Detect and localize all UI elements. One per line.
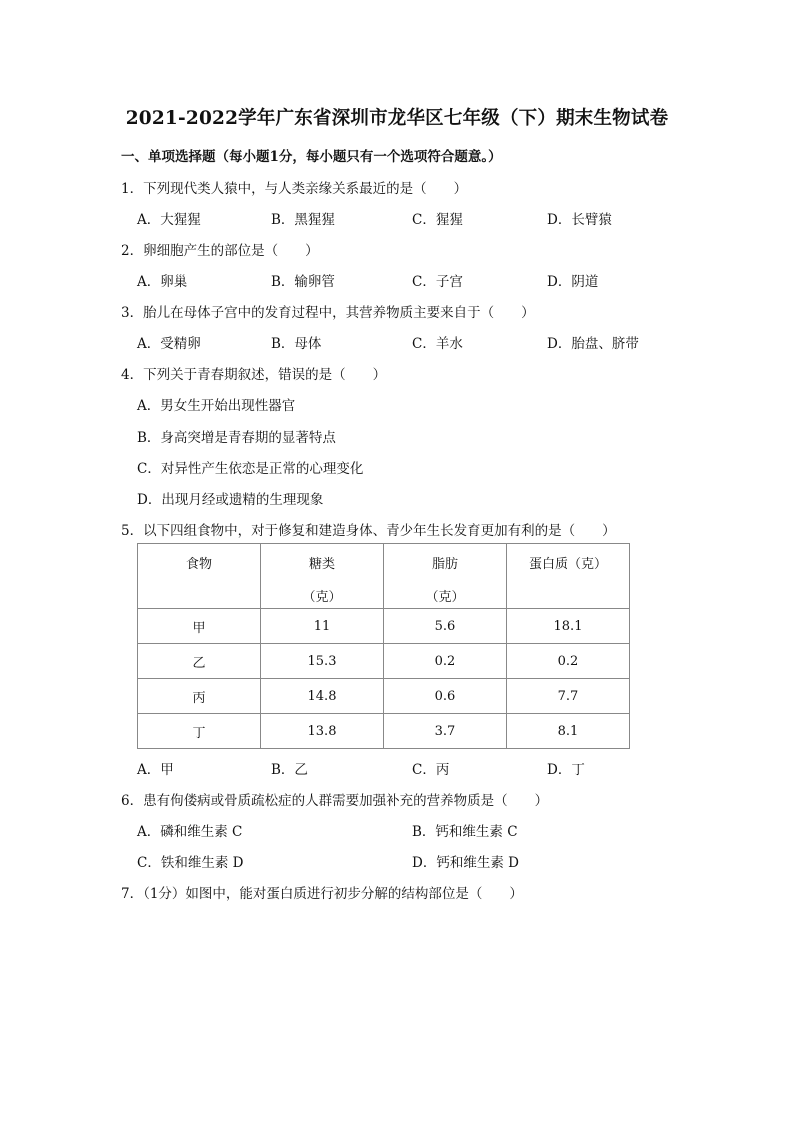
header-sugar: 糖类: [308, 557, 335, 572]
table-cell: 0.6: [384, 679, 507, 714]
q1-option-d: D．长臂猿: [547, 212, 612, 228]
table-cell: 7.7: [507, 679, 630, 714]
section-heading: 一、单项选择题（每小题1分，每小题只有一个选项符合题意。）: [121, 149, 502, 165]
q3-option-b: B．母体: [271, 336, 322, 352]
table-header-cell: [261, 544, 384, 609]
q4-option-c: C．对异性产生依恋是正常的心理变化: [137, 461, 364, 477]
q5-option-c: C．丙: [412, 762, 450, 778]
q4-option-b: B．身高突增是青春期的显著特点: [137, 430, 336, 446]
q6-option-c: C．铁和维生素 D: [137, 855, 244, 871]
q6-option-a: A．磷和维生素 C: [137, 824, 243, 840]
page-title: 2021-2022学年广东省深圳市龙华区七年级（下）期末生物试卷: [125, 108, 669, 129]
table-header-cell: [384, 544, 507, 609]
table-cell: 8.1: [507, 714, 630, 749]
table-cell: 甲: [138, 609, 261, 644]
q2-option-d: D．阴道: [547, 274, 599, 290]
table-cell: 0.2: [507, 644, 630, 679]
table-header-row: [138, 544, 630, 609]
table-row: [138, 679, 630, 714]
header-food: 食物: [185, 557, 212, 572]
header-fat: 脂肪: [431, 557, 458, 572]
table-cell: 14.8: [261, 679, 384, 714]
table-cell: 5.6: [384, 609, 507, 644]
question-6-stem: 6．患有佝偻病或骨质疏松症的人群需要加强补充的营养物质是（ ）: [121, 793, 549, 809]
q5-option-d: D．丁: [547, 762, 585, 778]
q3-option-a: A．受精卵: [137, 336, 201, 352]
q2-option-b: B．输卵管: [271, 274, 335, 290]
q3-option-c: C．羊水: [412, 336, 463, 352]
q5-option-a: A．甲: [137, 762, 174, 778]
q3-option-d: D．胎盘、脐带: [547, 336, 639, 352]
table-cell: 丙: [138, 679, 261, 714]
table-cell: 11: [261, 609, 384, 644]
table-cell: 乙: [138, 644, 261, 679]
question-5-stem: 5．以下四组食物中，对于修复和建造身体、青少年生长发育更加有利的是（ ）: [121, 523, 616, 539]
q1-option-c: C．猩猩: [412, 212, 463, 228]
table-cell: 3.7: [384, 714, 507, 749]
question-2-stem: 2．卵细胞产生的部位是（ ）: [121, 243, 319, 259]
question-7-stem: 7．（1分）如图中，能对蛋白质进行初步分解的结构部位是（ ）: [121, 886, 523, 902]
table-cell: 丁: [138, 714, 261, 749]
table-row: [138, 714, 630, 749]
q2-option-c: C．子宫: [412, 274, 463, 290]
header-protein: 蛋白质（克）: [528, 557, 607, 572]
table-row: [138, 644, 630, 679]
question-1-stem: 1．下列现代类人猿中，与人类亲缘关系最近的是（ ）: [121, 181, 468, 197]
q1-option-b: B．黑猩猩: [271, 212, 335, 228]
q2-option-a: A．卵巢: [137, 274, 188, 290]
q1-option-a: A．大猩猩: [137, 212, 201, 228]
q4-option-d: D．出现月经或遗精的生理现象: [137, 492, 324, 508]
table-header-cell: [138, 544, 261, 609]
food-nutrient-table: [137, 543, 630, 749]
table-cell: 0.2: [384, 644, 507, 679]
q6-option-d: D．钙和维生素 D: [412, 855, 519, 871]
question-4-stem: 4．下列关于青春期叙述，错误的是（ ）: [121, 367, 387, 383]
table-cell: 13.8: [261, 714, 384, 749]
q6-option-b: B．钙和维生素 C: [412, 824, 518, 840]
table-row: [138, 609, 630, 644]
q5-option-b: B．乙: [271, 762, 308, 778]
header-sugar-unit: （克）: [302, 590, 342, 605]
table-header-cell: [507, 544, 630, 609]
question-3-stem: 3．胎儿在母体子宫中的发育过程中，其营养物质主要来自于（ ）: [121, 305, 535, 321]
table-cell: 18.1: [507, 609, 630, 644]
table-cell: 15.3: [261, 644, 384, 679]
header-fat-unit: （克）: [425, 590, 465, 605]
q4-option-a: A．男女生开始出现性器官: [137, 398, 296, 414]
